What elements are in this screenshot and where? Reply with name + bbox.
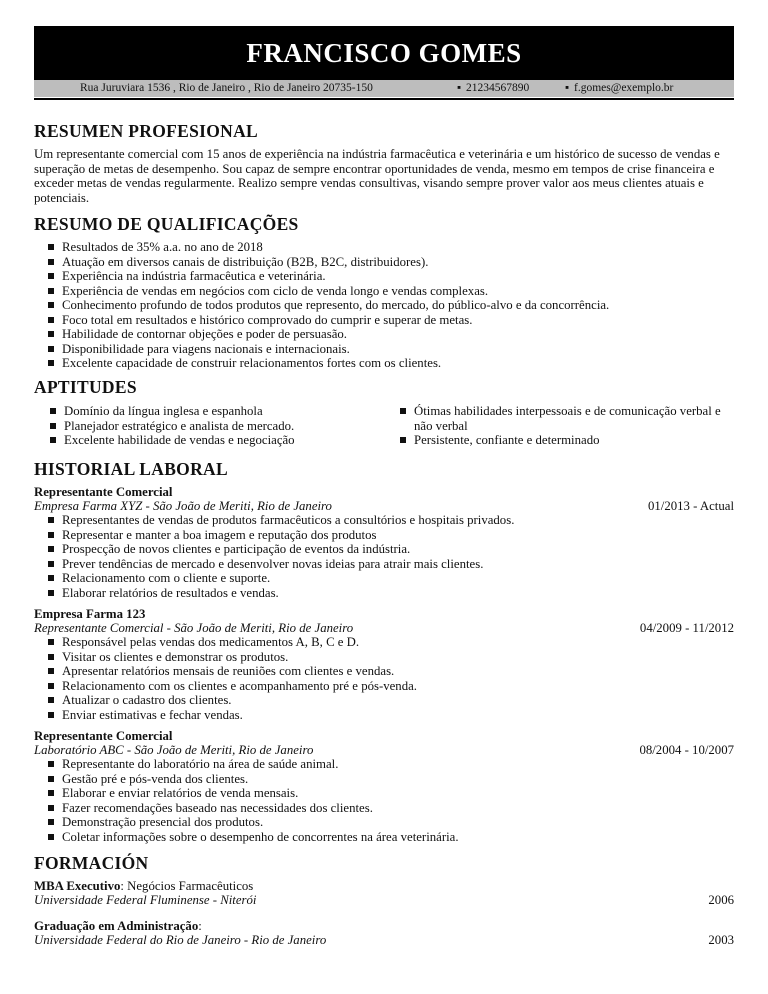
list-item: Resultados de 35% a.a. no ano de 2018 (48, 240, 609, 255)
degree-field: : Negócios Farmacêuticos (120, 879, 254, 893)
job-duties-list (48, 635, 417, 722)
list-item: Disponibilidade para viagens nacionais e internacionais. (48, 342, 609, 357)
list-item: Gestão pré e pós-venda dos clientes. (48, 772, 459, 787)
list-item: Relacionamento com os clientes e acompanhamento pré e pós-venda. (48, 679, 417, 694)
education-year: 2006 (708, 893, 734, 907)
job-heading: Representante Comercial (34, 485, 173, 499)
qualifications-list (48, 240, 609, 371)
contact-bar (34, 80, 734, 97)
address-text: Rua Juruviara 1536 , Rio de Janeiro , Rio de Janeiro 20735-150 (80, 82, 373, 94)
list-item: Persistente, confiante e determinado (400, 433, 725, 448)
list-item: Habilidade de contornar objeções e poder de persuasão. (48, 327, 609, 342)
degree-name: MBA Executivo (34, 879, 121, 893)
job-heading: Empresa Farma 123 (34, 607, 146, 621)
summary-text: Um representante comercial com 15 anos de experiência na indústria farmacêutica e veterinária e um histórico de sucesso de vendas e superação de metas de desempenho. Sou capaz de sempre encontrar oportunidades de venda, mesmo em tempos de crise financeira e exceder metas de vendas regularmente. Realizo sempre vendas consultivas, visando sempre prover valor aos meus clientes atuais e potenciais. (34, 147, 720, 205)
list-item: Representante do laboratório na área de saúde animal. (48, 757, 459, 772)
qualifications-title: RESUMO DE QUALIFICAÇÕES (34, 214, 299, 234)
list-item: Demonstração presencial dos produtos. (48, 815, 459, 830)
phone-icon: ▪ (457, 82, 462, 94)
list-item: Ótimas habilidades interpessoais e de comunicação verbal e não verbal (400, 404, 725, 433)
list-item: Coletar informações sobre o desempenho de concorrentes na área veterinária. (48, 830, 459, 845)
list-item: Fazer recomendações baseado nas necessidades dos clientes. (48, 801, 459, 816)
phone-text: 21234567890 (466, 82, 530, 94)
list-item: Atuação em diversos canais de distribuição (B2B, B2C, distribuidores). (48, 255, 609, 270)
list-item: Excelente capacidade de construir relacionamentos fortes com os clientes. (48, 356, 609, 371)
education-degree (34, 919, 202, 934)
education-title: FORMACIÓN (34, 853, 149, 873)
list-item: Enviar estimativas e fechar vendas. (48, 708, 417, 723)
degree-field: : (198, 919, 202, 933)
experience-title: HISTORIAL LABORAL (34, 459, 228, 479)
list-item: Excelente habilidade de vendas e negociação (50, 433, 295, 448)
job-subheading: Representante Comercial - São João de Meriti, Rio de Janeiro (34, 621, 354, 635)
job-subheading: Empresa Farma XYZ - São João de Meriti, Rio de Janeiro (34, 499, 332, 513)
education-year: 2003 (708, 933, 734, 947)
skills-list-right (400, 404, 725, 448)
list-item: Prospecção de novos clientes e participação de eventos da indústria. (48, 542, 514, 557)
job-dates: 04/2009 - 11/2012 (639, 621, 734, 635)
summary-title: RESUMEN PROFESIONAL (34, 121, 258, 141)
list-item: Domínio da língua inglesa e espanhola (50, 404, 295, 419)
candidate-name: FRANCISCO GOMES (34, 26, 734, 80)
list-item: Planejador estratégico e analista de mercado. (50, 419, 295, 434)
job-duties-list (48, 757, 459, 844)
email-text: f.gomes@exemplo.br (574, 82, 674, 94)
list-item: Foco total em resultados e histórico comprovado do cumprir e superar de metas. (48, 313, 609, 328)
list-item: Prever tendências de mercado e desenvolver novas ideias para atrair mais clientes. (48, 557, 514, 572)
header-divider (34, 98, 734, 100)
list-item: Responsável pelas vendas dos medicamentos A, B, C e D. (48, 635, 417, 650)
list-item: Apresentar relatórios mensais de reuniões com clientes e vendas. (48, 664, 417, 679)
job-duties-list (48, 513, 514, 600)
list-item: Elaborar relatórios de resultados e vendas. (48, 586, 514, 601)
job-dates: 01/2013 - Actual (647, 499, 734, 513)
list-item: Conhecimento profundo de todos produtos que represento, do mercado, do público-alvo e da concorrência. (48, 298, 609, 313)
list-item: Atualizar o cadastro dos clientes. (48, 693, 417, 708)
job-subheading: Laboratório ABC - São João de Meriti, Rio de Janeiro (34, 743, 314, 757)
list-item: Representar e manter a boa imagem e reputação dos produtos (48, 528, 514, 543)
job-dates: 08/2004 - 10/2007 (639, 743, 734, 757)
list-item: Representantes de vendas de produtos farmacêuticos a consultórios e hospitais privados. (48, 513, 514, 528)
list-item: Experiência na indústria farmacêutica e veterinária. (48, 269, 609, 284)
education-school: Universidade Federal Fluminense - Niterói (34, 893, 257, 907)
list-item: Experiência de vendas em negócios com ciclo de venda longo e vendas complexas. (48, 284, 609, 299)
education-school: Universidade Federal do Rio de Janeiro - Rio de Janeiro (34, 933, 327, 947)
email-icon: ▪ (565, 82, 570, 94)
skills-list-left (50, 404, 295, 448)
list-item: Relacionamento com o cliente e suporte. (48, 571, 514, 586)
job-heading: Representante Comercial (34, 729, 173, 743)
skills-title: APTITUDES (34, 377, 137, 397)
education-degree (34, 879, 253, 894)
list-item: Visitar os clientes e demonstrar os produtos. (48, 650, 417, 665)
degree-name: Graduação em Administração (34, 919, 199, 933)
list-item: Elaborar e enviar relatórios de venda mensais. (48, 786, 459, 801)
